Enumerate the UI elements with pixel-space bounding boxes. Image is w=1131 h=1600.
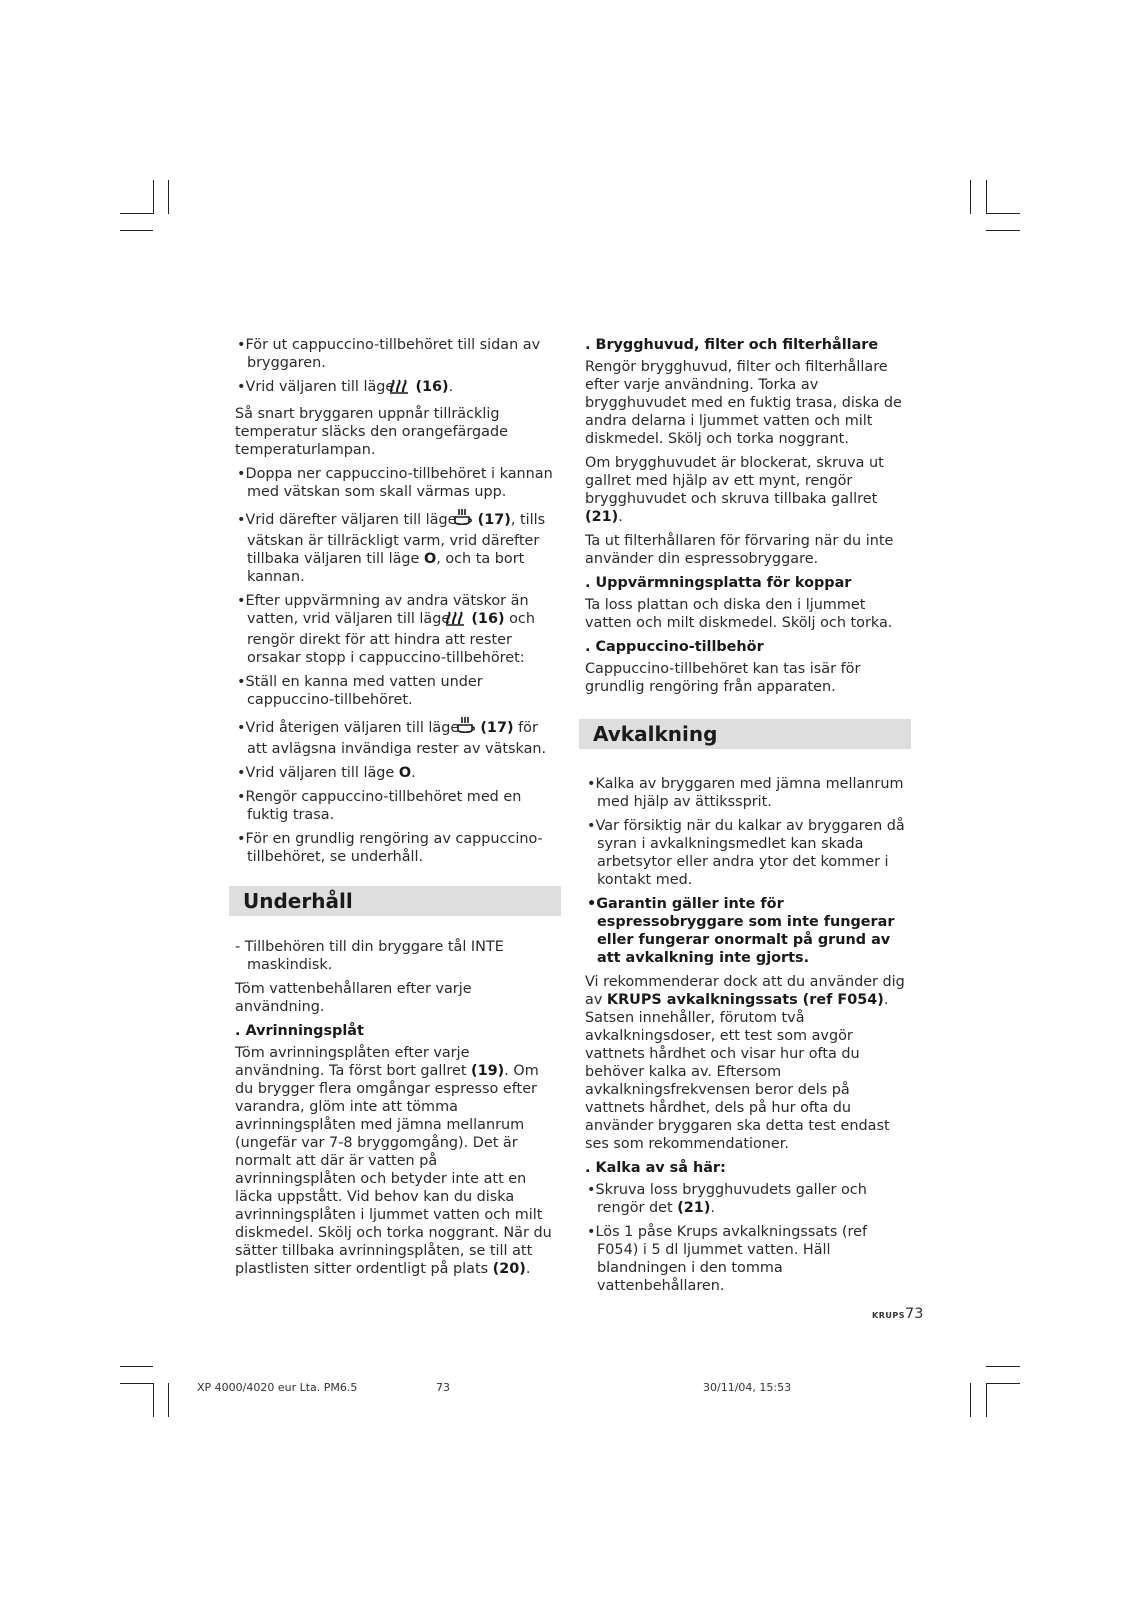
paragraph: Rengör brygghuvud, filter och filterhållare efter varje användning. Torka av brygghuvudet med en fuktig trasa, diska de andra delarna i ljummet vatten och milt diskmedel. Skölj och torka noggrant. [585,359,902,447]
hot-water-cup-icon [461,507,473,532]
paragraph: Töm avrinningsplåten efter varje användning. Ta först bort gallret (19). Om du brygger flera omgångar espresso efter varandra, glöm inte att tömma avrinningsplåten med jämna mellanrum (ungefär var 7-8 bryggomgång). Det är normalt att där är vatten på avrinningsplåten och betyder inte att en läcka uppstått. Vid behov kan du diska avrinningsplåten i ljummet vatten och milt diskmedel. Skölj och torka noggrant. När du sätter tillbaka avrinningsplåten, se till att plastlisten sitter ordentligt på plats (20). [235,1045,552,1277]
crop-mark [986,1383,1020,1384]
crop-mark [970,180,971,214]
crop-mark [986,1366,1020,1367]
section-heading-underhall: Underhåll [229,886,561,916]
list-item: •Efter uppvärmning av andra vätskor än vatten, vrid väljaren till läge (16) och rengör direkt för att hindra att rester orsakar stopp i cappuccino-tillbehöret: [237,593,535,666]
section-heading-avkalkning: Avkalkning [579,719,911,749]
list-item: •Garantin gäller inte för espressobryggare som inte fungerar eller fungerar onormalt på grund av att avkalkning inte gjorts. [587,896,895,966]
paragraph: Så snart bryggaren uppnår tillräcklig temperatur släcks den orangefärgade temperaturlampan. [235,406,508,458]
crop-mark [153,180,154,214]
list-item: •Rengör cappuccino-tillbehöret med en fuktig trasa. [237,789,522,823]
crop-mark [970,1383,971,1417]
subheading: . Avrinningsplåt [235,1023,364,1039]
list-item: - Tillbehören till din bryggare tål INTE maskindisk. [235,939,504,973]
list-item: •Kalka av bryggaren med jämna mellanrum med hjälp av ättikssprit. [587,776,904,810]
footer-file-name: XP 4000/4020 eur Lta. PM6.5 [197,1381,358,1394]
crop-mark [986,180,987,214]
paragraph: Om brygghuvudet är blockerat, skruva ut gallret med hjälp av ett mynt, rengör brygghuvudet och skruva tillbaka gallret (21). [585,455,884,525]
list-item: •Var försiktig när du kalkar av bryggaren då syran i avkalkningsmedlet kan skada arbetsytor eller andra ytor det kommer i kontakt med. [587,818,905,888]
list-item: •Ställ en kanna med vatten under cappuccino-tillbehöret. [237,674,483,708]
footer-page: 73 [436,1381,450,1394]
crop-mark [120,1366,153,1367]
crop-mark [986,1383,987,1417]
paragraph: Ta loss plattan och diska den i ljummet vatten och milt diskmedel. Skölj och torka. [585,597,893,631]
list-item: •Vrid väljaren till läge O. [237,765,416,781]
list-item: •Vrid därefter väljaren till läge (17), tills vätskan är tillräckligt varm, vrid därefter tillbaka väljaren till läge O, och ta bort kannan. [235,507,555,586]
page-number: KRUPS73 [872,1306,924,1322]
subheading: . Cappuccino-tillbehör [585,639,764,655]
crop-mark [168,180,169,214]
list-item: •Doppa ner cappuccino-tillbehöret i kannan med vätskan som skall värmas upp. [237,466,553,500]
brand-logo: KRUPS [872,1311,905,1320]
paragraph: Cappuccino-tillbehöret kan tas isär för grundlig rengöring från apparaten. [585,661,861,695]
list-item: •Vrid väljaren till läge (16). [235,378,555,399]
crop-mark [153,1383,154,1417]
left-column [235,336,555,1284]
list-item: •För en grundlig rengöring av cappuccino-tillbehöret, se underhåll. [237,831,543,865]
crop-mark [168,1383,169,1417]
steam-wave-icon [455,610,467,631]
steam-wave-icon [399,378,411,399]
list-item: •Skruva loss brygghuvudets galler och rengör det (21). [587,1182,867,1216]
list-item: •För ut cappuccino-tillbehöret till sidan av bryggaren. [237,337,541,371]
right-column [585,336,905,1301]
crop-mark [986,230,1020,231]
list-item: •Lös 1 påse Krups avkalkningssats (ref F054) i 5 dl ljummet vatten. Häll blandningen i den tomma vattenbehållaren. [587,1224,868,1294]
paragraph: Töm vattenbehållaren efter varje användning. [235,981,472,1015]
subheading: . Uppvärmningsplatta för koppar [585,575,852,591]
paragraph: Ta ut filterhållaren för förvaring när du inte använder din espressobryggare. [585,533,894,567]
paragraph: Vi rekommenderar dock att du använder dig av KRUPS avkalkningssats (ref F054). Satsen innehåller, förutom två avkalkningsdoser, ett test som avgör vattnets hårdhet och visar hur ofta du behöver kalka av. Eftersom avkalkningsfrekvensen beror dels på vattnets hårdhet, dels på hur ofta du använder bryggaren ska detta test endast ses som rekommendationer. [585,974,905,1152]
hot-water-cup-icon [464,715,476,740]
list-item: •Vrid återigen väljaren till läge (17) för att avlägsna invändiga rester av vätskan. [235,715,555,758]
crop-mark [120,213,153,214]
subheading: . Brygghuvud, filter och filterhållare [585,337,879,353]
crop-mark [120,230,153,231]
footer-date: 30/11/04, 15:53 [703,1381,792,1394]
crop-mark [986,213,1020,214]
subheading: . Kalka av så här: [585,1160,726,1176]
crop-mark [120,1383,153,1384]
